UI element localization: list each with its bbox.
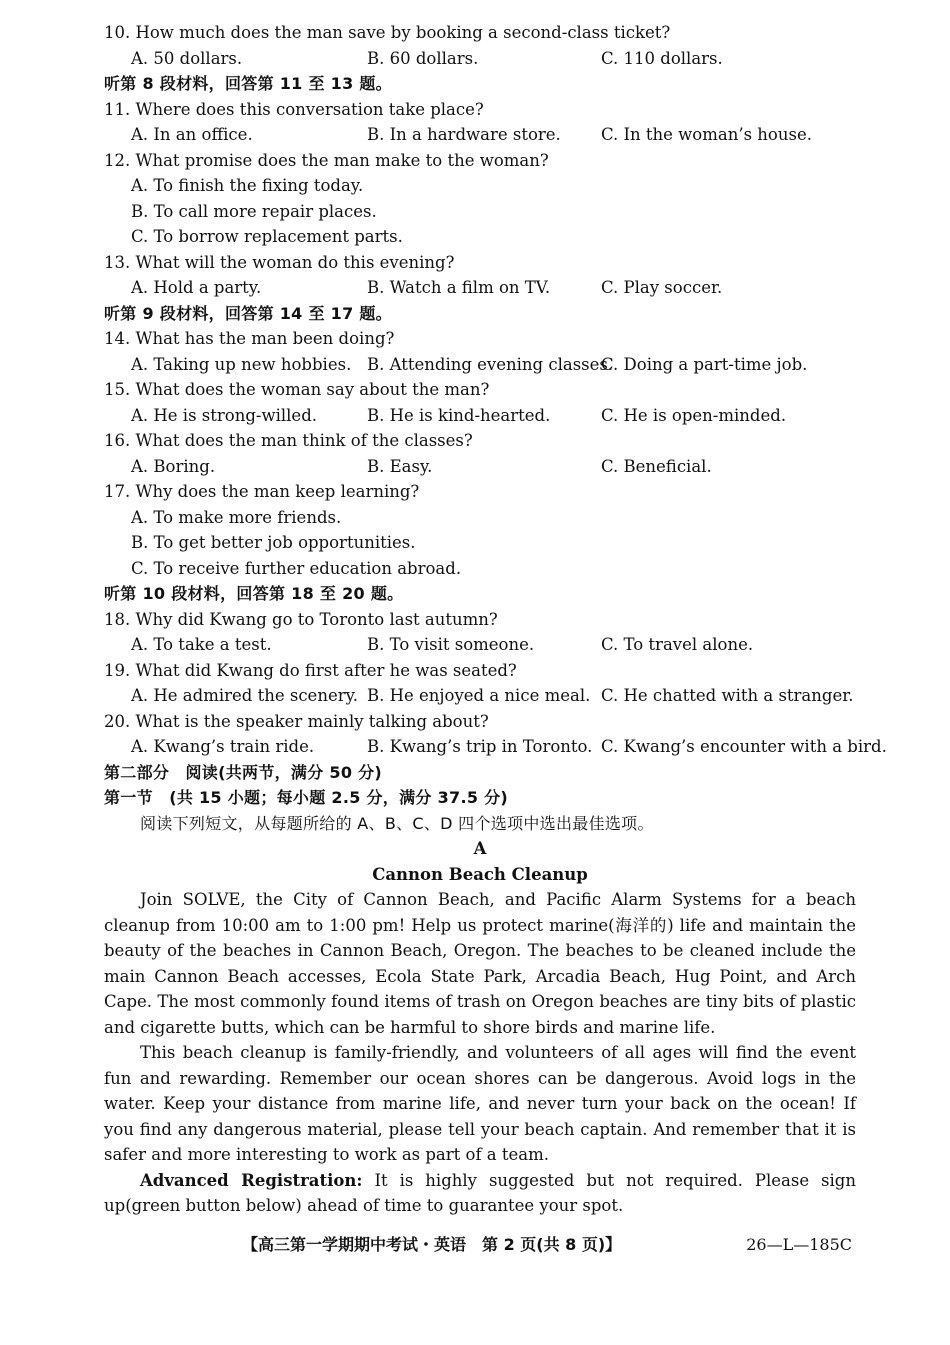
options-18	[104, 632, 856, 658]
question-12: 12. What promise does the man make to the woman?	[104, 150, 549, 170]
option-a: A. To take a test.	[131, 635, 272, 654]
option-b: B. He enjoyed a nice meal.	[367, 686, 591, 705]
option-b: B. Kwang’s trip in Toronto.	[367, 737, 593, 756]
options-11	[104, 122, 856, 148]
passage-paragraph-2	[104, 1040, 856, 1168]
option-c: C. Play soccer.	[601, 278, 723, 297]
question-11: 11. Where does this conversation take place?	[104, 99, 484, 119]
option-a: A. Taking up new hobbies.	[131, 354, 352, 374]
option-b: B. He is kind-hearted.	[367, 405, 551, 425]
question-14: 14. What has the man been doing?	[104, 329, 395, 348]
option-a: A. He is strong-willed.	[131, 405, 318, 425]
question-20: 20. What is the speaker mainly talking about?	[104, 711, 489, 731]
option-c: C. 110 dollars.	[601, 48, 723, 68]
option-b: B. Easy.	[367, 456, 433, 476]
option-b: B. To call more repair places.	[131, 201, 377, 221]
option-a: A. Kwang’s train ride.	[131, 737, 315, 756]
question-19: 19. What did Kwang do first after he was seated?	[104, 660, 517, 680]
option-b: B. Attending evening classes.	[367, 354, 614, 374]
options-19	[104, 683, 856, 709]
page-footer	[242, 1232, 852, 1258]
paragraph-1-text: Join SOLVE, the City of Cannon Beach, and Pacific Alarm Systems for a beach cleanup from 10:00 am to 1:00 pm! Help us protect marine(海洋的) life and maintain the beauty of the beaches in Cannon Beach, Oregon. The beaches to be cleaned include the main Cannon Beach accesses, Ecola State Park, Arcadia Beach, Hug Point, and Arch Cape. The most commonly found items of trash on Oregon beaches are tiny bits of plastic and cigarette butts, which can be harmful to shore birds and marine life.	[104, 890, 856, 1037]
options-13	[104, 275, 856, 301]
option-c: C. In the woman’s house.	[601, 125, 812, 144]
options-14	[104, 352, 856, 378]
option-b: B. To visit someone.	[367, 635, 535, 654]
option-b: B. In a hardware store.	[367, 125, 561, 144]
question-16: 16. What does the man think of the classes?	[104, 431, 473, 450]
option-a: A. 50 dollars.	[131, 48, 243, 68]
option-c: C. Kwang’s encounter with a bird.	[601, 737, 887, 756]
section-1-heading: 第一节 (共 15 小题；每小题 2.5 分，满分 37.5 分)	[104, 788, 509, 807]
option-b: B. To get better job opportunities.	[131, 533, 416, 552]
option-a: A. Boring.	[131, 456, 216, 476]
option-a: A. In an office.	[131, 125, 253, 144]
passage-paragraph-3	[104, 1168, 856, 1219]
options-20	[104, 734, 887, 760]
part-2-heading: 第二部分 阅读(共两节，满分 50 分)	[104, 762, 383, 782]
option-a: A. Hold a party.	[131, 278, 262, 297]
option-b: B. Watch a film on TV.	[367, 278, 551, 297]
passage-title: Cannon Beach Cleanup	[372, 864, 588, 884]
exam-info: 【高三第一学期期中考试・英语 第 2 页(共 8 页)】	[242, 1235, 622, 1254]
options-10	[104, 46, 856, 72]
option-c: C. He chatted with a stranger.	[601, 686, 854, 705]
options-15	[104, 403, 856, 429]
options-16	[104, 454, 856, 480]
question-17: 17. Why does the man keep learning?	[104, 482, 420, 501]
instruction-segment-9: 听第 9 段材料，回答第 14 至 17 题。	[104, 303, 392, 323]
question-18: 18. Why did Kwang go to Toronto last autumn?	[104, 609, 498, 629]
option-a: A. To finish the fixing today.	[131, 176, 364, 195]
passage-letter: A	[473, 839, 487, 858]
option-a: A. To make more friends.	[131, 507, 342, 527]
option-b: B. 60 dollars.	[367, 48, 479, 68]
option-c: C. To borrow replacement parts.	[131, 227, 403, 246]
passage-paragraph-1	[104, 887, 856, 1040]
registration-label: Advanced Registration:	[140, 1170, 363, 1190]
option-c: C. He is open-minded.	[601, 405, 787, 425]
instruction-segment-8: 听第 8 段材料，回答第 11 至 13 题。	[104, 74, 392, 93]
exam-code: 26—L—185C	[746, 1235, 852, 1254]
question-13: 13. What will the woman do this evening?	[104, 252, 455, 272]
option-c: C. Doing a part-time job.	[601, 354, 808, 374]
question-10: 10. How much does the man save by booking a second-class ticket?	[104, 23, 671, 42]
paragraph-3-text: It is highly suggested but not required. Please sign up(green button below) ahead of time to guarantee your spot.	[104, 1170, 856, 1215]
option-c: C. To travel alone.	[601, 635, 754, 654]
exam-page	[104, 20, 887, 1219]
instruction-segment-10: 听第 10 段材料，回答第 18 至 20 题。	[104, 584, 404, 603]
reading-directions: 阅读下列短文，从每题所给的 A、B、C、D 四个选项中选出最佳选项。	[140, 813, 654, 833]
option-c: C. Beneficial.	[601, 456, 712, 476]
option-a: A. He admired the scenery.	[131, 686, 358, 705]
paragraph-2-text: This beach cleanup is family-friendly, and volunteers of all ages will find the event fun and rewarding. Remember our ocean shores can be dangerous. Avoid logs in the water. Keep your distance from marine life, and never turn your back on the ocean! If you find any dangerous material, please tell your beach captain. And remember that it is safer and more interesting to work as part of a team.	[104, 1043, 856, 1164]
option-c: C. To receive further education abroad.	[131, 558, 462, 578]
question-15: 15. What does the woman say about the man?	[104, 380, 490, 399]
